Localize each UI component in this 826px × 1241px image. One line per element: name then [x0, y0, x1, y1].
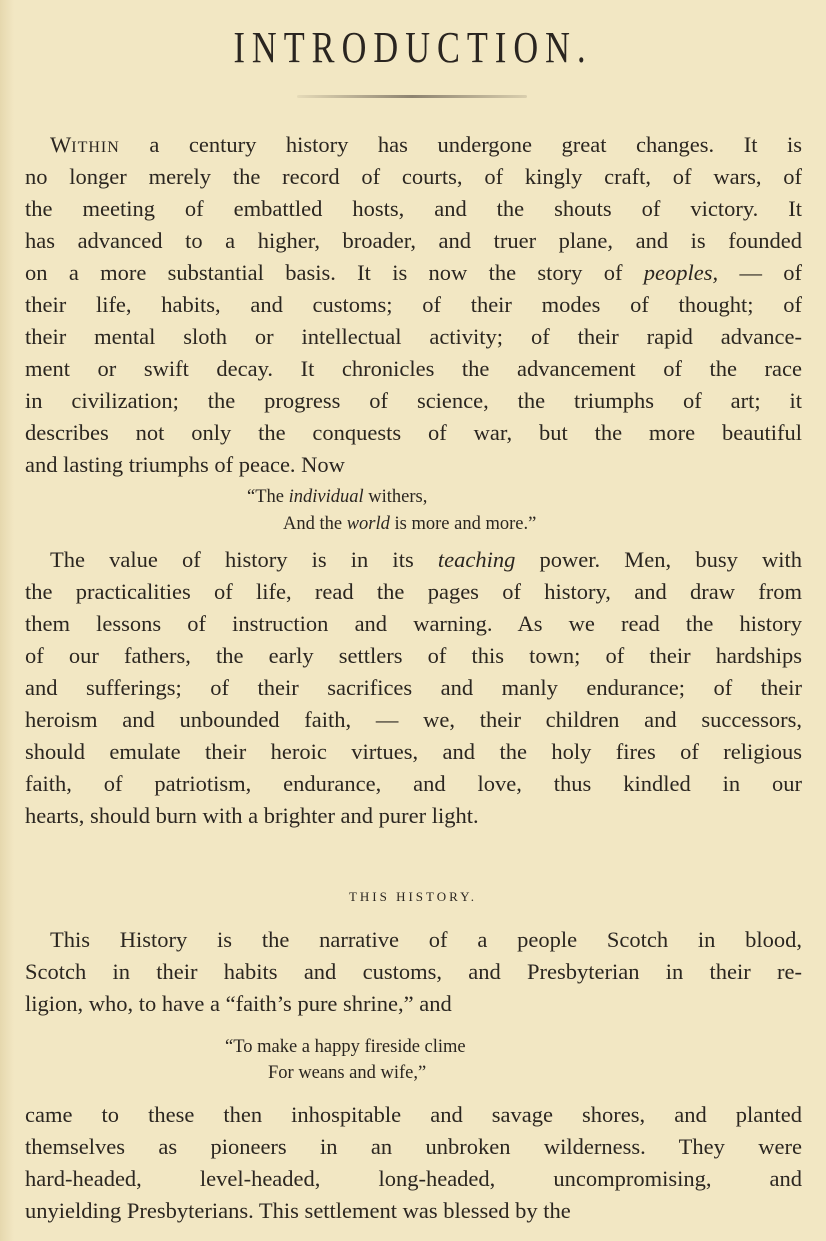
paragraph-1-line: describes not only the conquests of war, but the more beautiful	[25, 420, 802, 445]
paragraph-4-line: unyielding Presbyterians. This settlement was blessed by the	[25, 1198, 571, 1223]
quotation-1-line: “The individual withers,	[247, 487, 428, 507]
paragraph-1-line: no longer merely the record of courts, of kingly craft, of wars, of	[25, 164, 802, 189]
paragraph-2-line: heroism and unbounded faith, — we, their children and successors,	[25, 707, 802, 732]
paragraph-1-line: their mental sloth or intellectual activity; of their rapid advance-	[25, 324, 802, 349]
section-heading: THIS HISTORY.	[348, 889, 478, 904]
paragraph-1-line: has advanced to a higher, broader, and truer plane, and is founded	[25, 228, 802, 253]
paragraph-1-line: ment or swift decay. It chronicles the advancement of the race	[25, 356, 802, 381]
paragraph-2-line: the practicalities of life, read the pages of history, and draw from	[25, 579, 802, 604]
paragraph-4-line: hard-headed, level-headed, long-headed, uncompromising, and	[25, 1166, 802, 1191]
paragraph-2-line: them lessons of instruction and warning. As we read the history	[25, 611, 802, 636]
page-edge-shadow	[0, 0, 14, 1241]
paragraph-1-line: on a more substantial basis. It is now the story of peoples, — of	[25, 260, 802, 285]
paragraph-1-line: in civilization; the progress of science, the triumphs of art; it	[25, 388, 802, 413]
paragraph-2-line: of our fathers, the early settlers of this town; of their hardships	[25, 643, 802, 668]
paragraph-2-line: should emulate their heroic virtues, and the holy fires of religious	[25, 739, 802, 764]
quotation-2-line: “To make a happy fireside clime	[225, 1037, 466, 1057]
paragraph-1-line: the meeting of embattled hosts, and the shouts of victory. It	[25, 196, 802, 221]
paragraph-4-line: came to these then inhospitable and savage shores, and planted	[25, 1102, 802, 1127]
paragraph-2-line: hearts, should burn with a brighter and purer light.	[25, 803, 479, 828]
chapter-title: INTRODUCTION.	[233, 23, 593, 72]
paragraph-3-line: ligion, who, to have a “faith’s pure shrine,” and	[25, 991, 452, 1016]
paragraph-3-line: This History is the narrative of a people Scotch in blood,	[50, 927, 802, 952]
paragraph-1-line: their life, habits, and customs; of their modes of thought; of	[25, 292, 802, 317]
paragraph-2-line: and sufferings; of their sacrifices and manly endurance; of their	[25, 675, 802, 700]
title-divider	[297, 95, 527, 98]
paragraph-3-line: Scotch in their habits and customs, and Presbyterian in their re-	[25, 959, 802, 984]
paragraph-2-line: The value of history is in its teaching power. Men, busy with	[50, 547, 802, 572]
paragraph-2-line: faith, of patriotism, endurance, and love, thus kindled in our	[25, 771, 802, 796]
paragraph-1-line: WITHIN a century history has undergone great changes. It is	[50, 132, 802, 157]
paragraph-1-line: and lasting triumphs of peace. Now	[25, 452, 345, 477]
quotation-2-line: For weans and wife,”	[268, 1063, 427, 1083]
paragraph-4-line: themselves as pioneers in an unbroken wilderness. They were	[25, 1134, 802, 1159]
quotation-1-line: And the world is more and more.”	[283, 514, 537, 534]
